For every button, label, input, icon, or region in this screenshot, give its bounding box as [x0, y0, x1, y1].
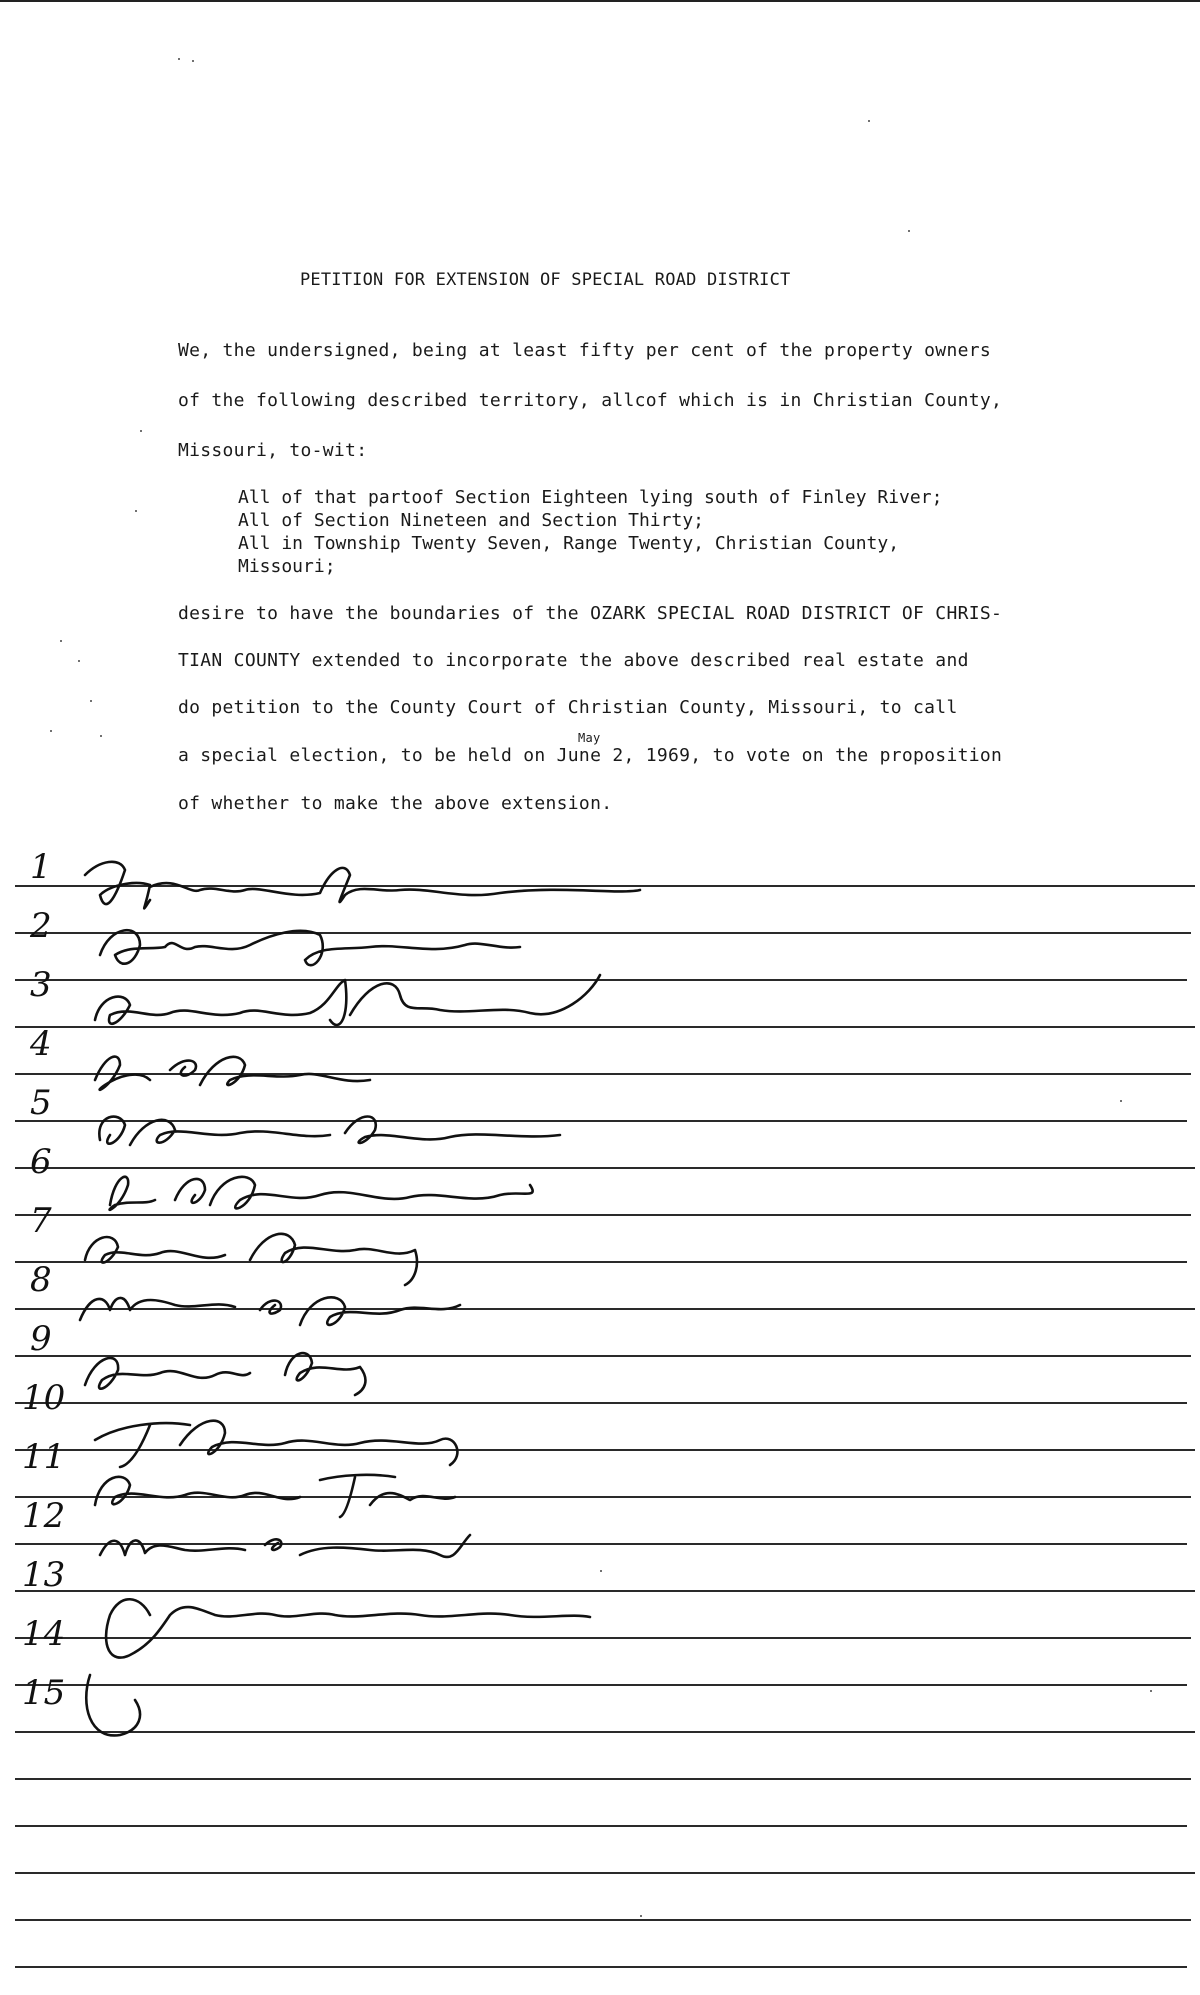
signatures-image — [0, 855, 1200, 1975]
speck — [600, 1570, 602, 1572]
speck — [90, 700, 92, 702]
signature-line-number: 13 — [22, 1555, 66, 1595]
speck — [140, 430, 142, 432]
signature-area — [0, 847, 1200, 1975]
territory-description — [238, 486, 942, 578]
petition-line-1: desire to have the boundaries of the OZARK SPECIAL ROAD DISTRICT OF CHRIS- — [178, 603, 1003, 624]
petition-line-3: do petition to the County Court of Christian County, Missouri, to call — [178, 697, 958, 718]
intro-line-3: Missouri, to-wit: — [178, 440, 368, 461]
signature-line-number: 2 — [30, 906, 52, 946]
signature-line-number: 1 — [30, 847, 52, 887]
speck — [1150, 1690, 1152, 1692]
speck — [192, 60, 194, 62]
signature-line-number: 8 — [30, 1260, 52, 1300]
petition-line-4: a special election, to be held on June 2, 1969, to vote on the proposition — [178, 745, 1003, 766]
speck — [1120, 1100, 1122, 1102]
speck — [868, 120, 870, 122]
speck — [60, 640, 62, 642]
territory-line-1: All of that partoof Section Eighteen lying south of Finley River; — [238, 487, 943, 508]
signature-line-number: 11 — [22, 1437, 66, 1477]
signature-line-number: 15 — [22, 1673, 66, 1713]
intro-line-1: We, the undersigned, being at least fifty per cent of the property owners — [178, 340, 991, 361]
speck — [100, 735, 102, 737]
petition-line-2: TIAN COUNTY extended to incorporate the above described real estate and — [178, 650, 969, 671]
speck — [50, 730, 52, 732]
signature-line-number: 3 — [30, 965, 52, 1005]
speck — [640, 1915, 642, 1917]
signature-line-number: 6 — [30, 1142, 52, 1182]
date-correction: May — [578, 731, 601, 745]
signature-line-number: 10 — [22, 1378, 66, 1418]
signature-line-number: 12 — [22, 1496, 66, 1536]
signature-line-number: 9 — [30, 1319, 52, 1359]
territory-line-3: All in Township Twenty Seven, Range Twenty, Christian County, — [238, 533, 900, 554]
speck — [135, 510, 137, 512]
speck — [908, 230, 910, 232]
speck — [78, 660, 80, 662]
territory-line-2: All of Section Nineteen and Section Thirty; — [238, 510, 704, 531]
territory-line-4: Missouri; — [238, 556, 336, 577]
speck — [178, 58, 180, 60]
petition-line-5: of whether to make the above extension. — [178, 793, 613, 814]
document-title: PETITION FOR EXTENSION OF SPECIAL ROAD DISTRICT — [300, 270, 791, 290]
top-border — [0, 0, 1200, 2]
signature-line-number: 7 — [30, 1201, 52, 1241]
signature-line-number: 4 — [30, 1024, 52, 1064]
signature-line-number: 14 — [22, 1614, 66, 1654]
intro-line-2: of the following described territory, allcof which is in Christian County, — [178, 390, 1003, 411]
signature-line-number: 5 — [30, 1083, 52, 1123]
